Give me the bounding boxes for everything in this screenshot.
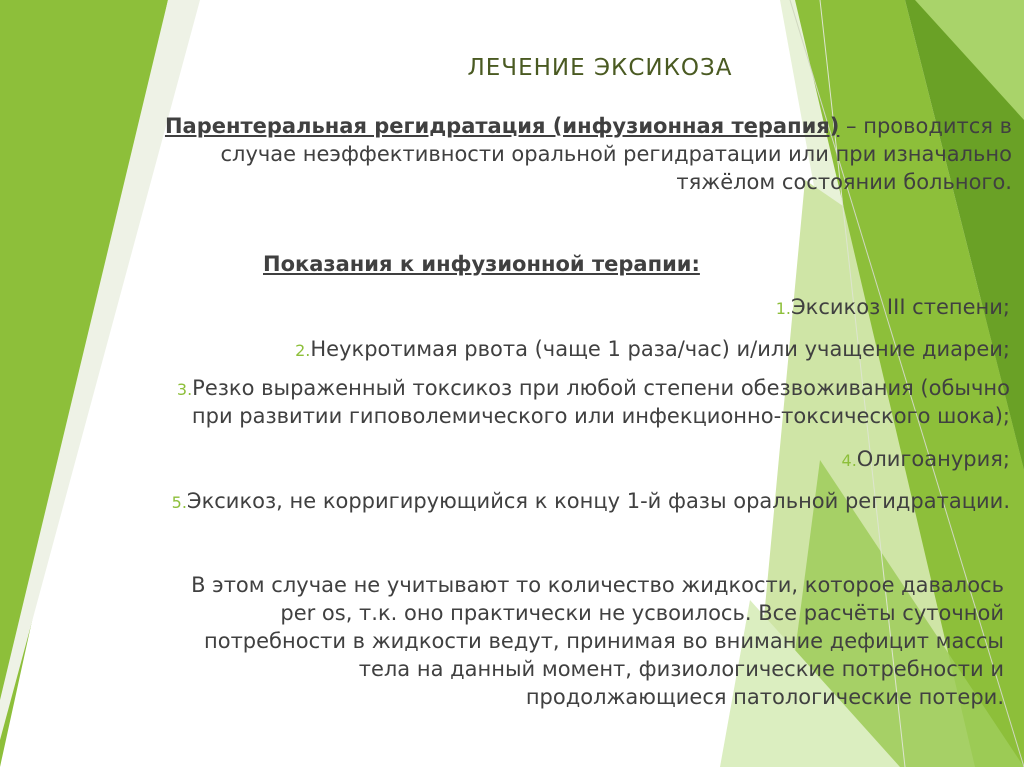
- indication-text: Эксикоз III степени;: [791, 295, 1010, 319]
- intro-line2: случае неэффективности оральной регидратации или при изначально: [220, 142, 1012, 166]
- intro-paragraph: [165, 112, 1012, 196]
- indication-text: Эксикоз, не корригирующийся к концу 1-й фазы оральной регидратации.: [186, 489, 1010, 513]
- indication-number: 2.: [295, 341, 311, 360]
- indication-item-3: [177, 375, 1010, 430]
- intro-line3: тяжёлом состоянии больного.: [676, 170, 1012, 194]
- note-line-2: per os, т.к. оно практически не усвоилось. Все расчёты суточной: [280, 601, 1004, 625]
- note-line-1: В этом случае не учитывают то количество жидкости, которое давалось: [191, 573, 1004, 597]
- indication-number: 5.: [171, 493, 187, 512]
- indication-item-5: [172, 488, 1010, 516]
- note-paragraph: [191, 571, 1004, 711]
- slide-title: ЛЕЧЕНИЕ ЭКСИКОЗА: [467, 55, 733, 81]
- note-line-4: тела на данный момент, физиологические потребности и: [358, 657, 1004, 681]
- intro-line1-rest: проводится в: [863, 114, 1012, 138]
- note-line-3: потребности в жидкости ведут, принимая во внимание дефицит массы: [203, 629, 1004, 653]
- intro-dash: –: [839, 114, 864, 138]
- indication-text: Неукротимая рвота (чаще 1 раза/час) и/или учащение диареи;: [310, 337, 1010, 361]
- indication-number: 4.: [841, 451, 857, 470]
- indication-item-2: [295, 336, 1010, 364]
- indication-text-cont: при развитии гиповолемического или инфекционно-токсического шока);: [191, 404, 1010, 428]
- indication-text: Резко выраженный токсикоз при любой степени обезвоживания (обычно: [192, 376, 1010, 400]
- indication-number: 1.: [775, 299, 792, 318]
- indication-item-4: [842, 446, 1010, 474]
- indication-number: 3.: [176, 380, 193, 399]
- intro-term: Парентеральная регидратация (инфузионная терапия): [164, 114, 840, 138]
- indication-item-1: [776, 294, 1010, 322]
- note-line-5: продолжающиеся патологические потери.: [525, 685, 1004, 709]
- indication-text: Олигоанурия;: [856, 447, 1010, 471]
- indications-heading: Показания к инфузионной терапии:: [263, 252, 700, 276]
